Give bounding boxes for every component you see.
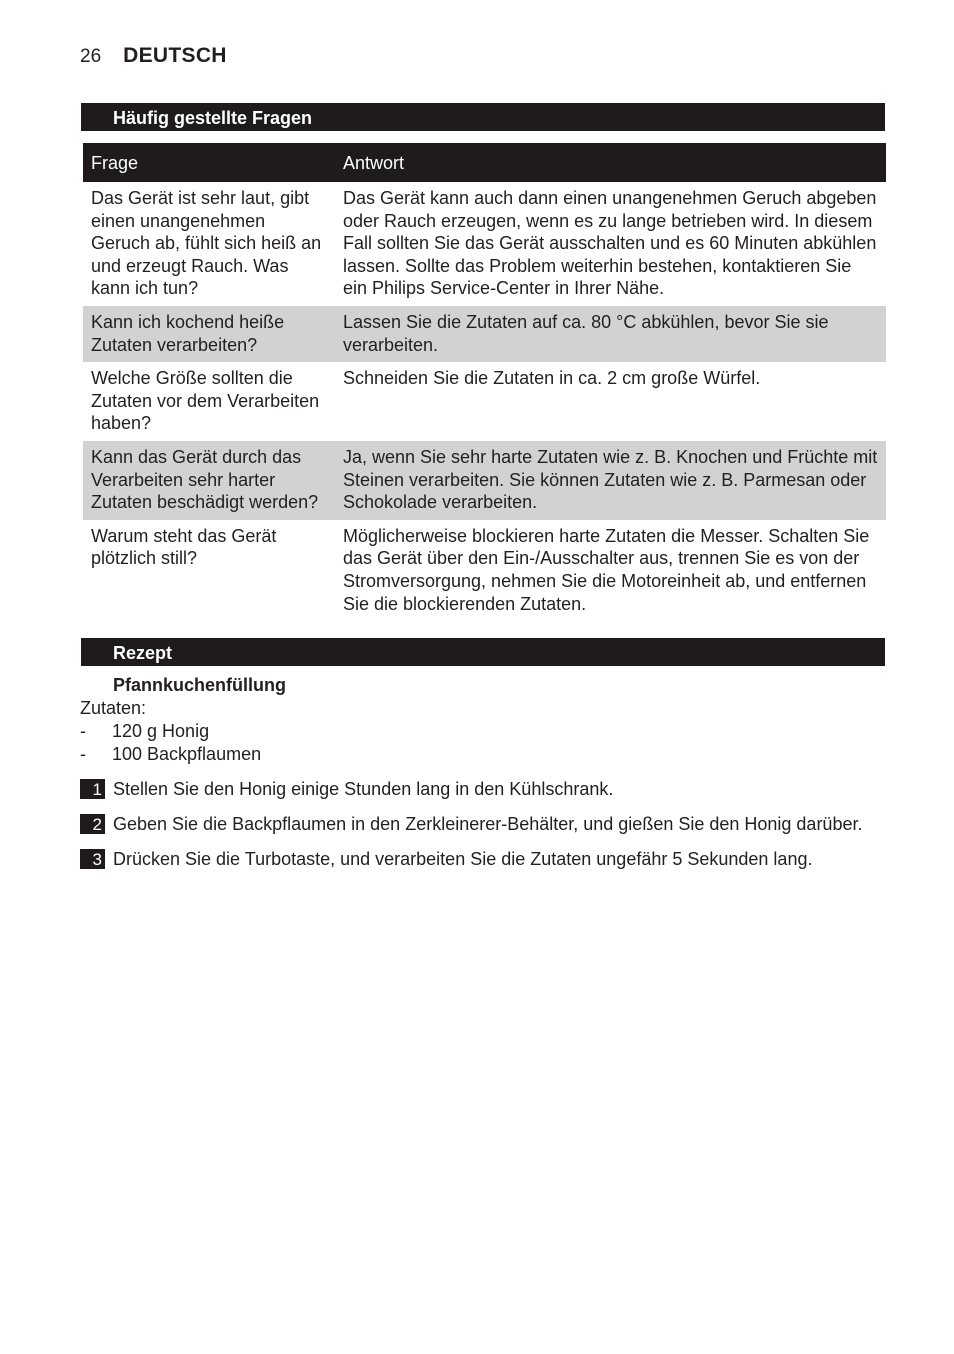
table-row bbox=[83, 306, 886, 362]
language-heading: DEUTSCH bbox=[123, 44, 227, 67]
question-cell: Welche Größe sollten die Zutaten vor dem Verarbeiten haben? bbox=[91, 368, 320, 434]
ingredient-text: 100 Backpflaumen bbox=[112, 744, 262, 764]
step-number: 2 bbox=[80, 814, 105, 834]
step-item bbox=[80, 847, 890, 871]
recipe-name: Pfannkuchenfüllung bbox=[113, 675, 286, 695]
ingredient-item bbox=[80, 720, 286, 743]
ingredient-dash: - bbox=[80, 744, 86, 764]
ingredient-text: 120 g Honig bbox=[112, 721, 210, 741]
step-number: 1 bbox=[80, 779, 105, 799]
page-header bbox=[80, 44, 227, 68]
step-item bbox=[80, 777, 890, 801]
step-number: 3 bbox=[80, 849, 105, 869]
answer-cell: Lassen Sie die Zutaten auf ca. 80 °C abkühlen, bevor Sie sie verarbeiten. bbox=[335, 306, 886, 362]
answer-cell: Das Gerät kann auch dann einen unangenehmen Geruch abgeben oder Rauch erzeugen, wenn es zu lange betrieben wird. In diesem Fall sollten Sie das Gerät ausschalten und es 60 Minuten abkühlen lassen. Sollte das Problem weiterhin bestehen, kontaktieren Sie ein Philips Service-Center in Ihrer Nähe. bbox=[343, 188, 877, 299]
ingredient-dash: - bbox=[80, 721, 86, 741]
table-row bbox=[83, 182, 886, 306]
question-cell: Das Gerät ist sehr laut, gibt einen unangenehmen Geruch ab, fühlt sich heiß an und erzeugt Rauch. Was kann ich tun? bbox=[91, 188, 322, 299]
ingredient-item bbox=[80, 743, 286, 766]
question-cell: Kann ich kochend heiße Zutaten verarbeiten? bbox=[83, 306, 335, 362]
answer-cell: Schneiden Sie die Zutaten in ca. 2 cm große Würfel. bbox=[343, 368, 761, 389]
step-item bbox=[80, 812, 890, 836]
question-cell: Kann das Gerät durch das Verarbeiten sehr harter Zutaten beschädigt werden? bbox=[83, 441, 335, 520]
step-text: Geben Sie die Backpflaumen in den Zerkleinerer-Behälter, und gießen Sie den Honig darüber. bbox=[113, 813, 863, 834]
ingredients-label: Zutaten: bbox=[80, 698, 147, 718]
answer-cell: Möglicherweise blockieren harte Zutaten die Messer. Schalten Sie das Gerät über den Ein-/Ausschalter aus, trennen Sie es von der Stromversorgung, nehmen Sie die Motoreinheit ab, und entfernen Sie die blockierenden Zutaten. bbox=[343, 525, 870, 614]
recipe-block bbox=[80, 674, 286, 766]
step-text: Drücken Sie die Turbotaste, und verarbeiten Sie die Zutaten ungefähr 5 Sekunden lang. bbox=[113, 848, 813, 869]
table-row bbox=[83, 362, 886, 441]
faq-section-title: Häufig gestellte Fragen bbox=[81, 103, 885, 131]
recipe-steps bbox=[80, 777, 890, 882]
column-header-question: Frage bbox=[83, 143, 335, 182]
page-number: 26 bbox=[80, 46, 102, 67]
table-row bbox=[83, 441, 886, 520]
table-row bbox=[83, 520, 886, 621]
faq-table bbox=[83, 143, 886, 621]
question-cell: Warum steht das Gerät plötzlich still? bbox=[91, 525, 277, 569]
step-text: Stellen Sie den Honig einige Stunden lang in den Kühlschrank. bbox=[113, 778, 614, 799]
recipe-section-title: Rezept bbox=[81, 638, 885, 666]
column-header-answer: Antwort bbox=[335, 143, 886, 182]
answer-cell: Ja, wenn Sie sehr harte Zutaten wie z. B. Knochen und Früchte mit Steinen verarbeiten. Sie können Zutaten wie z. B. Parmesan oder Schokolade verarbeiten. bbox=[335, 441, 886, 520]
faq-header-row bbox=[83, 143, 886, 182]
